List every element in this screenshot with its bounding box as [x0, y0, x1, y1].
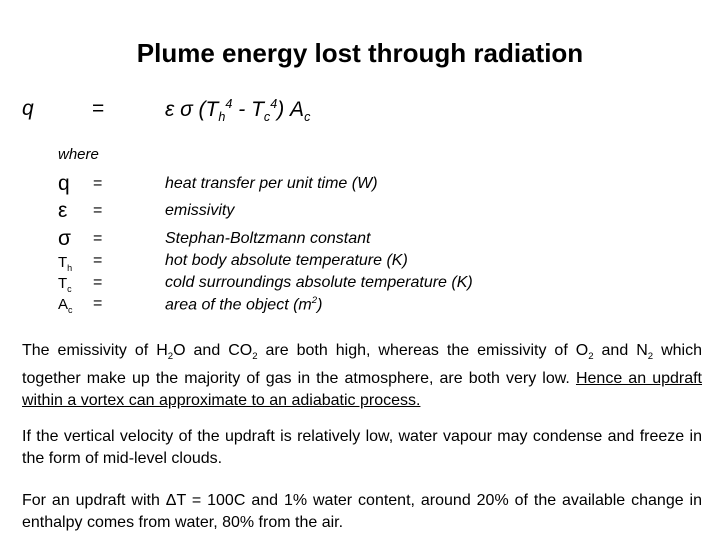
paragraph-velocity: If the vertical velocity of the updraft is relatively low, water vapour may condense and freeze in the form of mid-level clouds. [22, 428, 702, 467]
def-symbol-epsilon: ε [58, 199, 68, 222]
def-meaning-tc: cold surroundings absolute temperature (K) [165, 274, 473, 291]
def-equals-epsilon: = [93, 202, 103, 219]
def-equals-q: = [93, 175, 103, 192]
def-symbol-tc: $T_c$ [58, 275, 72, 294]
def-symbol-th: $T_h$ [58, 254, 73, 273]
equation-rhs: ε σ $(T_h^4 - T_c^4)$ $A_c$ [165, 97, 311, 125]
def-equals-th: = [93, 252, 103, 269]
def-equals-tc: = [93, 274, 103, 291]
def-symbol-ac: $A_c$ [58, 296, 73, 315]
paragraph-emissivity: The emissivity of $H_2O$ and $CO_2$ are both high, whereas the emissivity of $O_2$ and $N_2$ which together make up the majority of gas in the atmosphere, are both very low. Hence an updraft within a vortex can approximate to an adiabatic process. [22, 342, 703, 410]
paragraph-emissivity-conclusion: Hence an updraft within a vortex can approximate to an adiabatic process. [22, 370, 703, 410]
def-meaning-ac: area of the object $(m^2)$ [165, 295, 323, 314]
def-symbol-sigma: σ [58, 227, 71, 250]
def-meaning-th: hot body absolute temperature (K) [165, 252, 408, 269]
page-title: Plume energy lost through radiation [136, 38, 584, 68]
def-equals-sigma: = [93, 230, 103, 247]
def-equals-ac: = [93, 295, 103, 312]
def-meaning-sigma: Stephan-Boltzmann constant [165, 230, 371, 247]
where-label: where [58, 146, 99, 163]
equation-lhs: q [22, 97, 34, 120]
def-meaning-q: heat transfer per unit time (W) [165, 175, 378, 192]
equation-equals: = [92, 97, 105, 120]
paragraph-enthalpy: For an updraft with ΔT = 100C and 1% water content, around 20% of the available change in enthalpy comes from water, 80% from the air. [22, 492, 702, 531]
def-meaning-epsilon: emissivity [165, 202, 235, 219]
def-symbol-q: q [58, 172, 70, 195]
